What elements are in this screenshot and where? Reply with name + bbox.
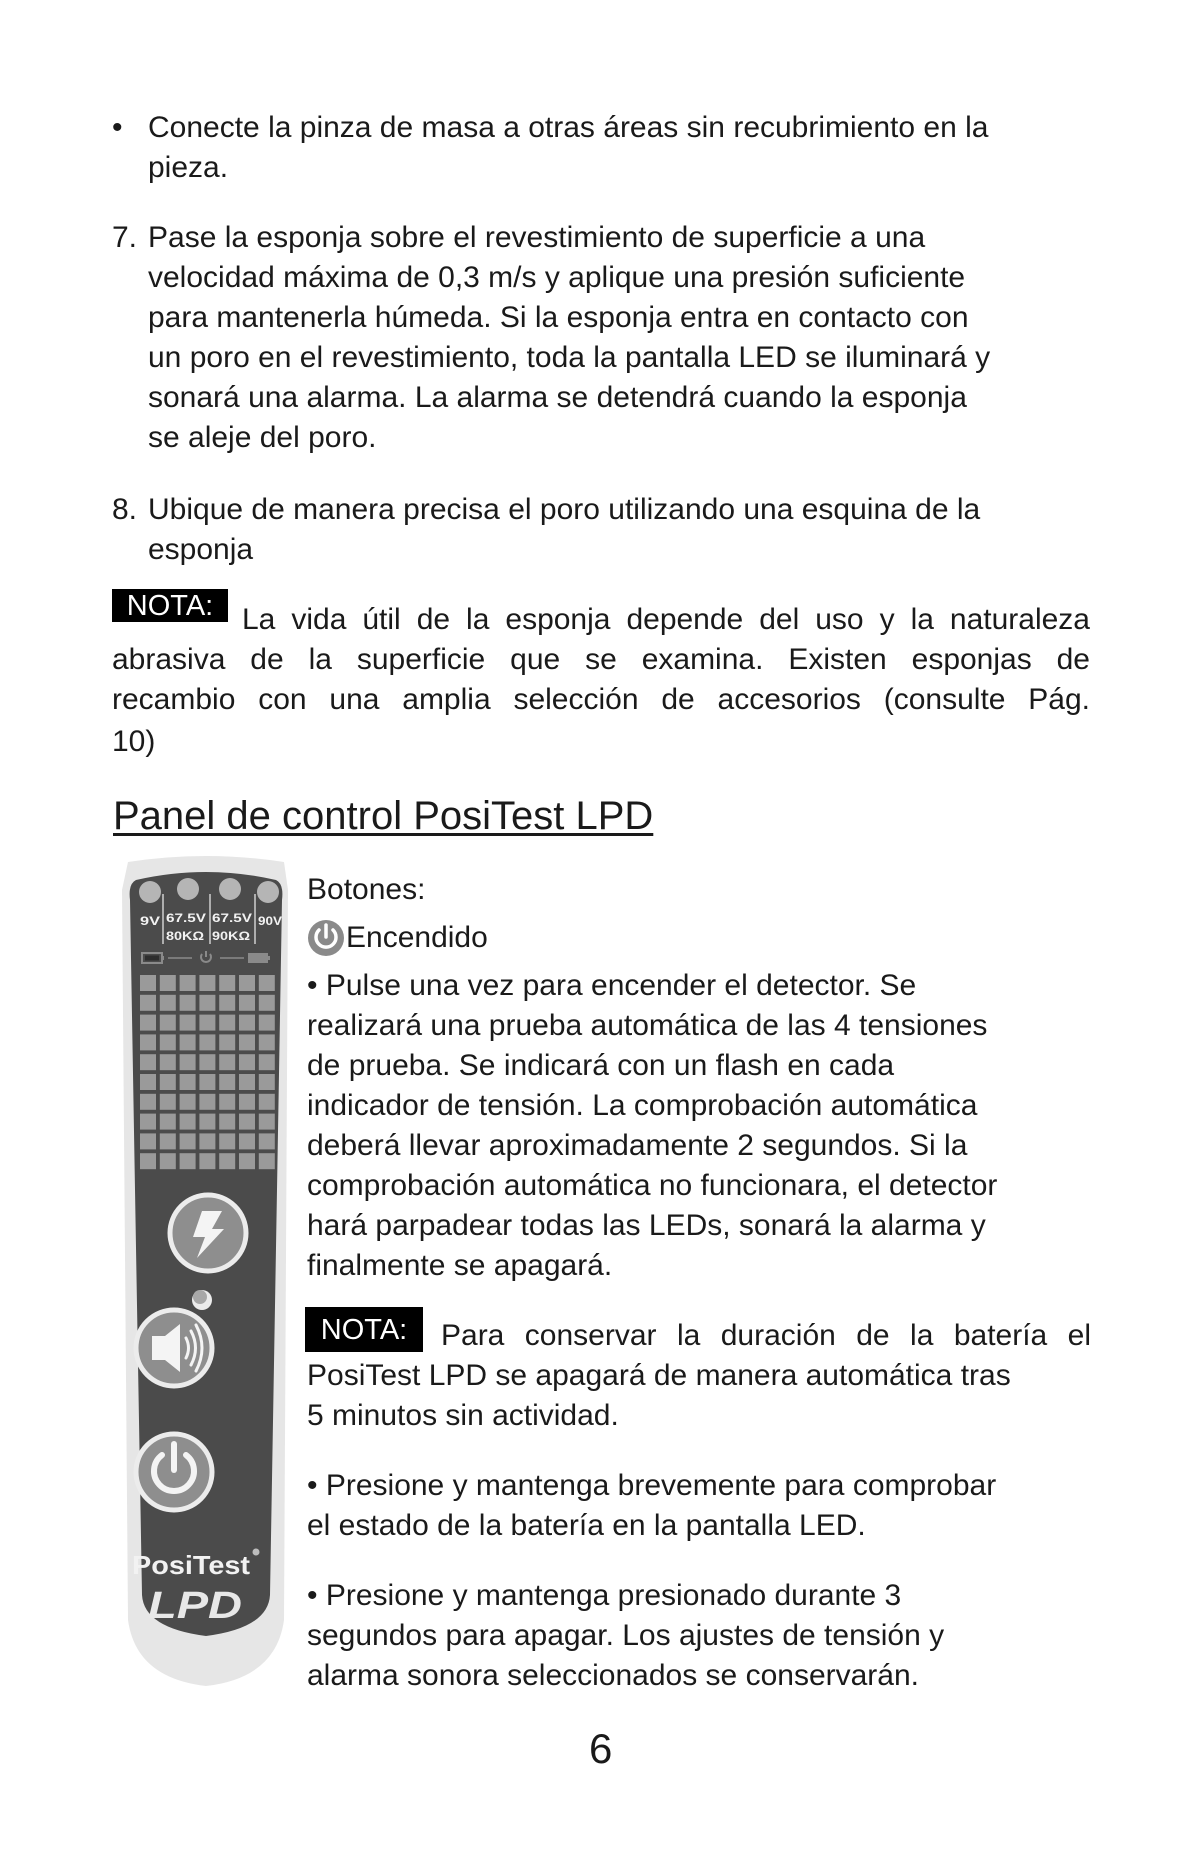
- bullet-marker: •: [112, 111, 123, 144]
- power-button: [136, 1434, 212, 1510]
- led-cell: [239, 1034, 255, 1050]
- bullet-line: Conecte la pinza de masa a otras áreas sin recubrimiento en la: [148, 111, 989, 144]
- led-cell: [259, 975, 275, 991]
- step-line: Ubique de manera precisa el poro utilizando una esquina de la: [148, 493, 981, 526]
- step-line: velocidad máxima de 0,3 m/s y aplique una presión suficiente: [148, 261, 966, 294]
- bullet-line: pieza.: [148, 151, 229, 184]
- led-cell: [160, 1034, 176, 1050]
- led-cell: [219, 1114, 235, 1130]
- power-button-heading: [307, 918, 488, 958]
- alarm-indicator: [193, 1290, 207, 1304]
- led-cell: [180, 1074, 196, 1090]
- section-heading: Panel de control PosiTest LPD: [113, 794, 654, 838]
- power-button-title: Encendido: [346, 921, 488, 954]
- voltage-label: 80KΩ: [166, 929, 205, 943]
- step-line: un poro en el revestimiento, toda la pantalla LED se iluminará y: [148, 341, 991, 374]
- intro-bullet: [112, 108, 1092, 188]
- indicator-67-5v-80k: [177, 878, 199, 900]
- led-cell: [140, 1153, 156, 1169]
- led-cell: [160, 1054, 176, 1070]
- led-cell: [140, 1074, 156, 1090]
- led-cell: [180, 1054, 196, 1070]
- power-paragraph-3: [307, 1576, 1097, 1696]
- led-cell: [219, 975, 235, 991]
- power-icon: [307, 919, 345, 957]
- led-cell: [180, 1114, 196, 1130]
- led-cell: [180, 975, 196, 991]
- note-line: abrasiva de la superficie que se examina. Existen esponjas de: [112, 643, 1090, 676]
- step-line: para mantenerla húmeda. Si la esponja entra en contacto con: [148, 301, 969, 334]
- step-line: esponja: [148, 533, 254, 566]
- step-line: sonará una alarma. La alarma se detendrá cuando la esponja: [148, 381, 967, 414]
- led-cell: [140, 1054, 156, 1070]
- led-cell: [239, 1015, 255, 1031]
- led-cell: [140, 1015, 156, 1031]
- led-cell: [160, 1074, 176, 1090]
- step-7: [112, 218, 1092, 458]
- voltage-label: 90KΩ: [212, 929, 251, 943]
- note-line: La vida útil de la esponja depende del uso y la naturaleza: [242, 603, 1090, 636]
- led-cell: [239, 1054, 255, 1070]
- led-cell: [239, 975, 255, 991]
- led-cell: [219, 1153, 235, 1169]
- step-8: [112, 490, 1092, 570]
- led-cell: [140, 1034, 156, 1050]
- led-cell: [219, 1034, 235, 1050]
- led-cell: [259, 1015, 275, 1031]
- led-cell: [140, 1094, 156, 1110]
- led-cell: [239, 1114, 255, 1130]
- paragraph-line: • Presione y mantenga presionado durante 3: [307, 1579, 902, 1612]
- led-cell: [199, 975, 215, 991]
- led-cell: [219, 1074, 235, 1090]
- note-badge: NOTA:: [112, 589, 228, 622]
- led-cell: [160, 1094, 176, 1110]
- led-cell: [199, 1054, 215, 1070]
- note-auto-off: [305, 1313, 1091, 1446]
- led-cell: [199, 1114, 215, 1130]
- note-badge: NOTA:: [305, 1307, 423, 1352]
- step-line: Pase la esponja sobre el revestimiento de superficie a una: [148, 221, 926, 254]
- led-cell: [140, 1133, 156, 1149]
- paragraph-line: • Presione y mantenga brevemente para comprobar: [307, 1469, 997, 1502]
- led-cell: [199, 1074, 215, 1090]
- power-paragraph-1: [307, 966, 1097, 1286]
- led-cell: [259, 1153, 275, 1169]
- step-number: 8.: [112, 493, 138, 526]
- led-cell: [259, 1133, 275, 1149]
- led-cell: [160, 995, 176, 1011]
- device-illustration: [118, 850, 294, 1688]
- led-cell: [219, 1054, 235, 1070]
- led-cell: [180, 1133, 196, 1149]
- paragraph-line: realizará una prueba automática de las 4 tensiones: [307, 1009, 988, 1042]
- indicator-67-5v-90k: [219, 878, 241, 900]
- led-cell: [259, 1034, 275, 1050]
- paragraph-line: • Pulse una vez para encender el detector. Se: [307, 969, 917, 1002]
- led-cell: [180, 1153, 196, 1169]
- paragraph-line: segundos para apagar. Los ajustes de tensión y: [307, 1619, 945, 1652]
- note-line: Para conservar la duración de la batería el: [441, 1319, 1091, 1352]
- led-cell: [239, 1074, 255, 1090]
- led-cell: [160, 1153, 176, 1169]
- paragraph-line: alarma sonora seleccionados se conservarán.: [307, 1659, 919, 1692]
- paragraph-line: finalmente se apagará.: [307, 1249, 613, 1282]
- paragraph-line: comprobación automática no funcionara, el detector: [307, 1169, 998, 1202]
- indicator-90v: [257, 881, 279, 903]
- led-cell: [219, 1015, 235, 1031]
- led-cell: [160, 1015, 176, 1031]
- registered-mark: [253, 1549, 260, 1556]
- led-cell: [160, 1114, 176, 1130]
- voltage-label: 9V: [140, 914, 160, 928]
- step-line: se aleje del poro.: [148, 421, 377, 454]
- led-cell: [199, 1153, 215, 1169]
- buttons-label: Botones:: [307, 873, 426, 906]
- note-line: 5 minutos sin actividad.: [307, 1399, 619, 1432]
- note-line: PosiTest LPD se apagará de manera automática tras: [307, 1359, 1011, 1392]
- led-cell: [199, 1015, 215, 1031]
- indicator-9v: [139, 881, 161, 903]
- led-cell: [180, 1034, 196, 1050]
- led-cell: [180, 995, 196, 1011]
- led-cell: [180, 1094, 196, 1110]
- led-cell: [259, 1074, 275, 1090]
- led-cell: [199, 1094, 215, 1110]
- led-cell: [239, 1094, 255, 1110]
- voltage-button: [170, 1195, 246, 1271]
- led-cell: [259, 1094, 275, 1110]
- note-line: 10): [112, 725, 156, 758]
- model-logo: LPD: [148, 1585, 242, 1627]
- voltage-label: 67.5V: [166, 911, 206, 925]
- led-cell: [140, 995, 156, 1011]
- paragraph-line: hará parpadear todas las LEDs, sonará la alarma y: [307, 1209, 986, 1242]
- paragraph-line: de prueba. Se indicará con un flash en cada: [307, 1049, 895, 1082]
- led-cell: [160, 1133, 176, 1149]
- note-sponge-life: [112, 589, 1090, 770]
- power-paragraph-2: [307, 1466, 1097, 1546]
- page-number: 6: [589, 1725, 613, 1772]
- led-cell: [239, 995, 255, 1011]
- led-cell: [259, 995, 275, 1011]
- led-cell: [140, 1114, 156, 1130]
- led-cell: [219, 1133, 235, 1149]
- paragraph-line: deberá llevar aproximadamente 2 segundos. Si la: [307, 1129, 968, 1162]
- led-cell: [219, 1094, 235, 1110]
- battery-full-icon: [248, 953, 268, 963]
- led-cell: [259, 1114, 275, 1130]
- led-cell: [259, 1054, 275, 1070]
- paragraph-line: indicador de tensión. La comprobación automática: [307, 1089, 978, 1122]
- led-cell: [199, 1034, 215, 1050]
- led-cell: [239, 1153, 255, 1169]
- led-cell: [199, 1133, 215, 1149]
- voltage-label: 90V: [258, 914, 282, 928]
- note-line: recambio con una amplia selección de accesorios (consulte Pág.: [112, 683, 1090, 716]
- paragraph-line: el estado de la batería en la pantalla LED.: [307, 1509, 866, 1542]
- led-cell: [239, 1133, 255, 1149]
- led-cell: [180, 1015, 196, 1031]
- led-cell: [160, 975, 176, 991]
- led-cell: [199, 995, 215, 1011]
- led-cell: [219, 995, 235, 1011]
- step-number: 7.: [112, 221, 138, 254]
- brand-logo: PosiTest: [132, 1550, 251, 1580]
- voltage-label: 67.5V: [212, 911, 252, 925]
- led-cell: [140, 975, 156, 991]
